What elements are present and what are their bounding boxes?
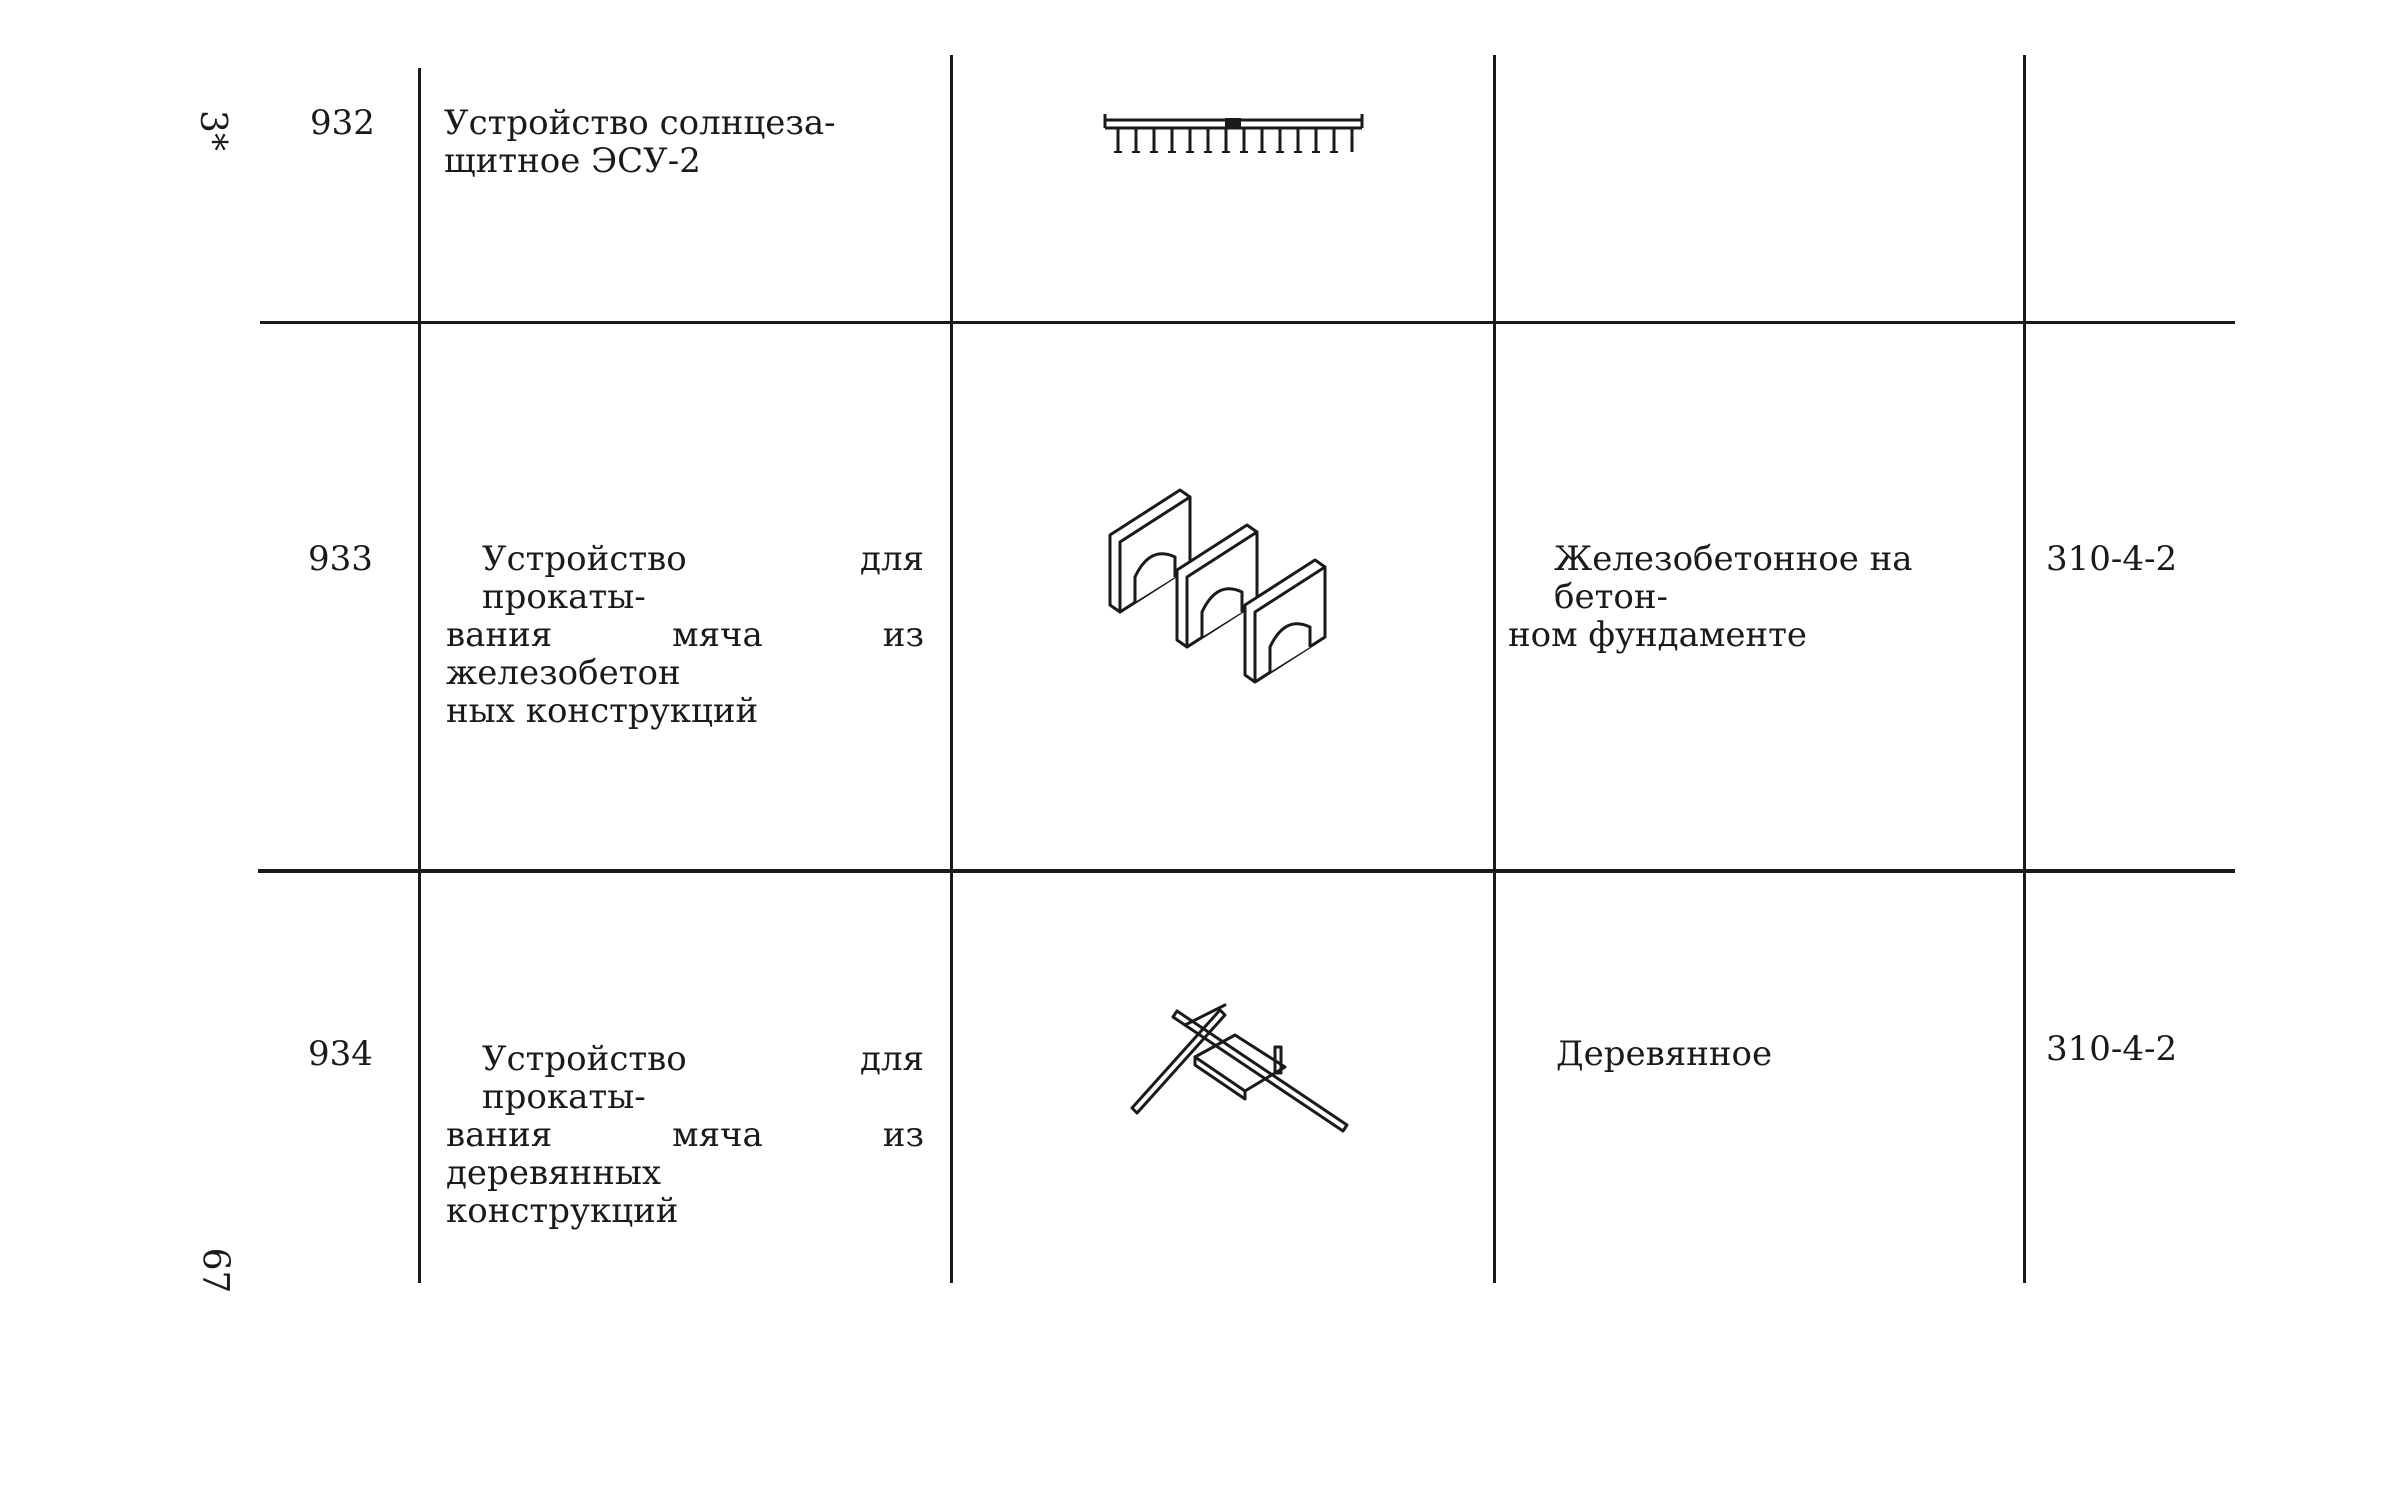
- column-divider: [2023, 55, 2026, 1283]
- reinforced-concrete-arches-illustration: [1105, 485, 1375, 695]
- item-number: 933: [308, 539, 373, 579]
- item-material: [1508, 540, 1998, 654]
- item-name-line: Устройство солнцеза-: [444, 103, 836, 143]
- column-divider: [418, 68, 421, 1283]
- item-material-line: ном фундаменте: [1508, 615, 1808, 655]
- wooden-structure-illustration: [1125, 995, 1355, 1135]
- item-number: 934: [308, 1034, 373, 1074]
- item-name-line: вания мяча из железобетон: [446, 615, 924, 693]
- item-code: 310-4-2: [2046, 539, 2178, 579]
- item-material: Деревянное: [1556, 1034, 1773, 1074]
- sunshade-device-illustration: [1100, 110, 1370, 160]
- item-material-line: Железобетонное на бетон-: [1554, 539, 1913, 617]
- page-number: 67: [194, 1247, 236, 1294]
- row-divider: [260, 321, 2235, 324]
- item-name: [446, 1040, 924, 1230]
- item-name-line: Устройство для прокаты-: [482, 539, 924, 617]
- item-name-line: ных конструкций: [446, 691, 759, 731]
- item-number: 932: [310, 103, 375, 143]
- column-divider: [950, 55, 953, 1283]
- row-divider: [258, 869, 2235, 873]
- item-name-line: вания мяча из деревянных: [446, 1115, 924, 1193]
- sheet-signature-mark: 3*: [191, 110, 233, 151]
- item-name-line: Устройство для прокаты-: [482, 1039, 924, 1117]
- item-name-line: щитное ЭСУ-2: [444, 141, 701, 181]
- item-name: [446, 540, 924, 730]
- item-name-line: конструкций: [446, 1191, 679, 1231]
- column-divider: [1493, 55, 1496, 1283]
- item-code: 310-4-2: [2046, 1029, 2178, 1069]
- item-name: [444, 104, 924, 180]
